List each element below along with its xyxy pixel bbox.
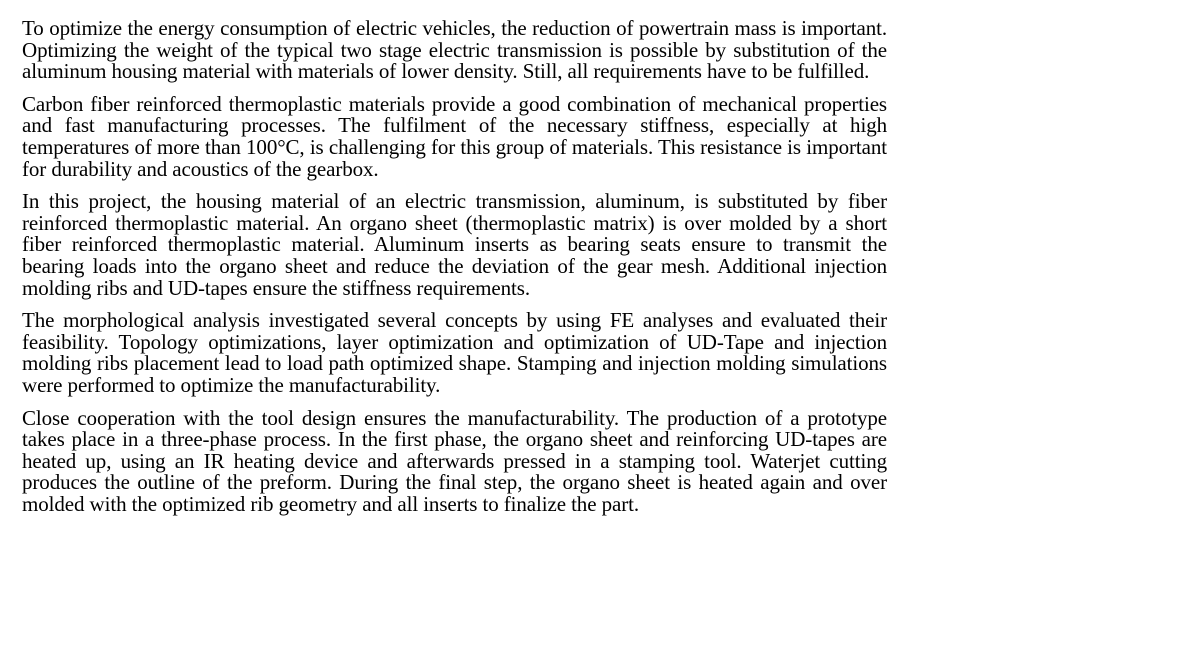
paragraph-project: In this project, the housing material of an electric transmission, aluminum, is substituted by fiber reinforced thermoplastic material. An organo sheet (thermoplastic matrix) is over molded by a short fiber reinforced thermoplastic material. Aluminum inserts as bearing seats ensure to transmit the bearing loads into the organo sheet and reduce the deviation of the gear mesh. Additional injection molding ribs and UD-tapes ensure the stiffness requirements. — [22, 189, 887, 300]
paragraph-analysis: The morphological analysis investigated several concepts by using FE analyses and evaluated their feasibility. Topology optimizations, layer optimization and optimization of UD-Tape and injection molding ribs placement lead to load path optimized shape. Stamping and injection molding simulations were performed to optimize the manufacturability. — [22, 308, 887, 397]
paragraph-production: Close cooperation with the tool design ensures the manufacturability. The production of a prototype takes place in a three-phase process. In the first phase, the organo sheet and reinforcing UD-tapes are heated up, using an IR heating device and afterwards pressed in a stamping tool. Waterjet cutting produces the outline of the preform. During the final step, the organo sheet is heated again and over molded with the optimized rib geometry and all inserts to finalize the part. — [22, 405, 887, 516]
document-body — [22, 18, 887, 526]
paragraph-materials: Carbon fiber reinforced thermoplastic materials provide a good combination of mechanical properties and fast manufacturing processes. The fulfilment of the necessary stiffness, especially at high temperatures of more than 100°C, is challenging for this group of materials. This resistance is important for durability and acoustics of the gearbox. — [22, 91, 887, 181]
paragraph-intro: To optimize the energy consumption of electric vehicles, the reduction of powertrain mass is important. Optimizing the weight of the typical two stage electric transmission is possible by substitution of the aluminum housing material with materials of lower density. Still, all requirements have to be fulfilled. — [22, 16, 887, 84]
